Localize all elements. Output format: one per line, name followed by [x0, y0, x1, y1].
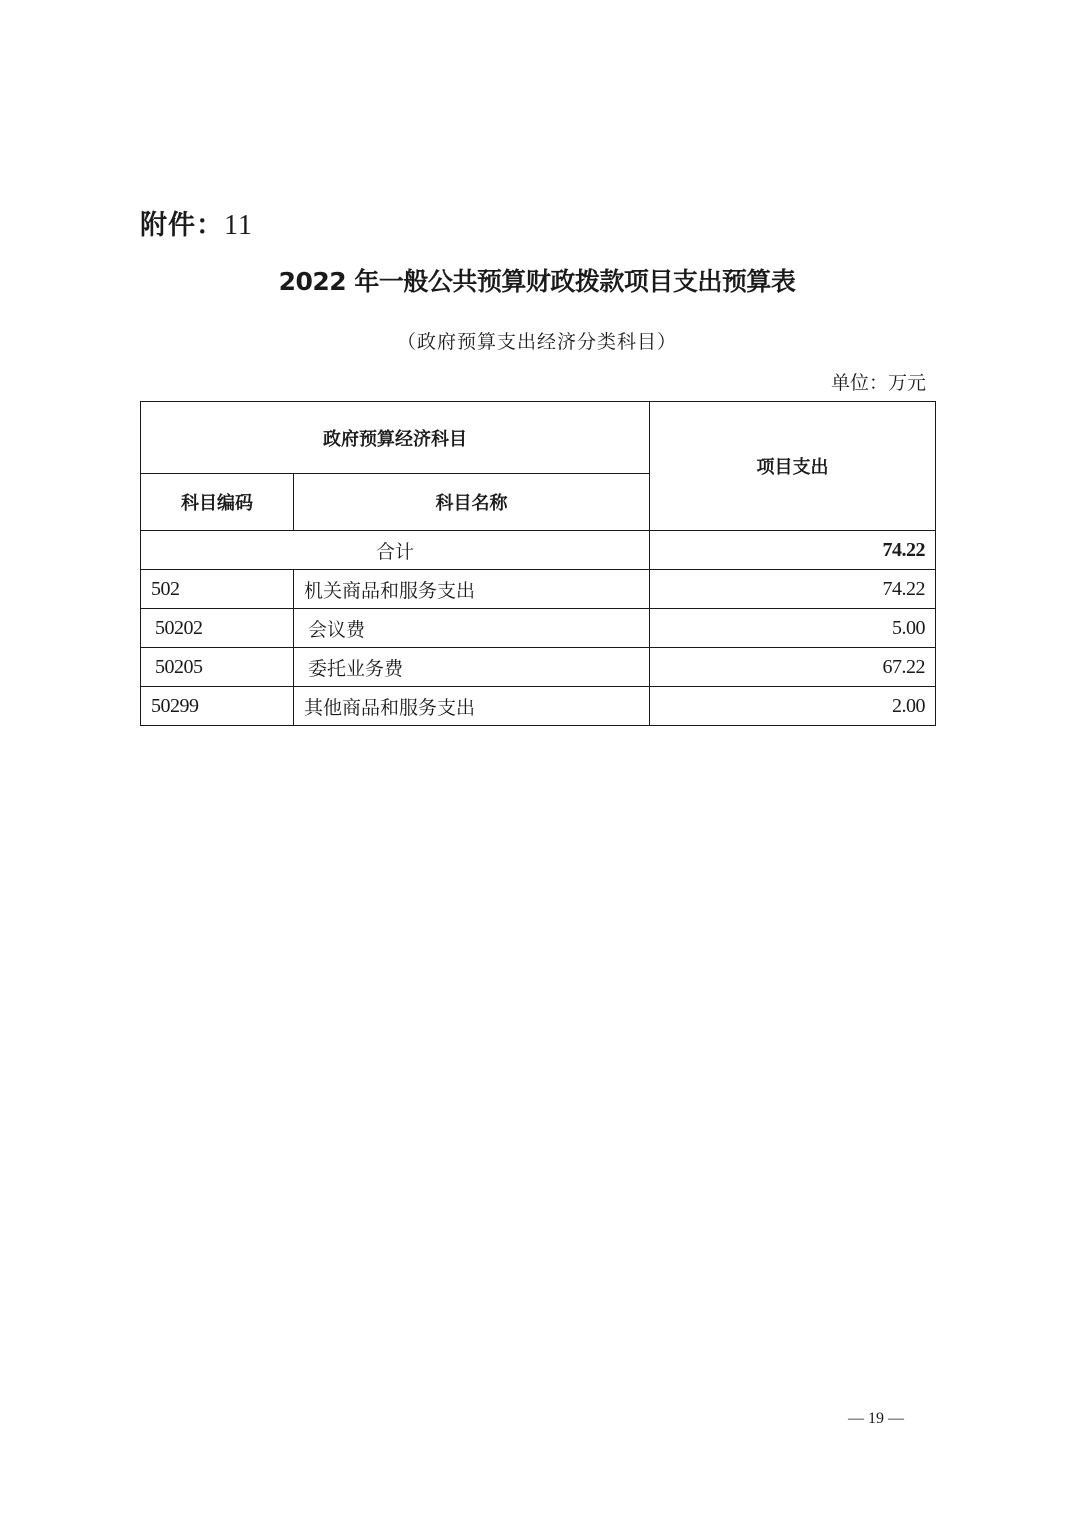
table-row — [141, 609, 936, 648]
budget-table — [140, 401, 936, 726]
attachment-prefix: 附件： — [140, 210, 224, 241]
page-title: 2022 年一般公共预算财政拨款项目支出预算表 — [278, 267, 796, 296]
table-row — [141, 648, 936, 687]
table-row — [141, 570, 936, 609]
table-row — [141, 687, 936, 726]
page-number: — 19 — — [848, 1410, 904, 1427]
row-code-cell: 50205 — [141, 648, 294, 687]
row-name-cell: 会议费 — [294, 609, 650, 648]
total-row — [141, 531, 936, 570]
row-code-cell: 50299 — [141, 687, 294, 726]
total-value-cell: 74.22 — [650, 531, 936, 570]
table-header-row — [141, 402, 936, 474]
expense-header-cell: 项目支出 — [650, 402, 936, 531]
unit-label: 单位：万元 — [830, 372, 926, 394]
group-header-cell: 政府预算经济科目 — [141, 402, 650, 474]
page-subtitle: （政府预算支出经济分类科目） — [396, 331, 677, 353]
total-label-cell: 合计 — [141, 531, 650, 570]
row-value-cell: 2.00 — [650, 687, 936, 726]
attachment-number: 11 — [224, 210, 253, 241]
row-value-cell: 74.22 — [650, 570, 936, 609]
row-name-cell: 委托业务费 — [294, 648, 650, 687]
code-header-cell: 科目编码 — [141, 474, 294, 531]
row-code-cell: 502 — [141, 570, 294, 609]
name-header-cell: 科目名称 — [294, 474, 650, 531]
row-name-cell: 其他商品和服务支出 — [294, 687, 650, 726]
row-value-cell: 67.22 — [650, 648, 936, 687]
attachment-label — [140, 203, 253, 242]
row-value-cell: 5.00 — [650, 609, 936, 648]
row-code-cell: 50202 — [141, 609, 294, 648]
row-name-cell: 机关商品和服务支出 — [294, 570, 650, 609]
